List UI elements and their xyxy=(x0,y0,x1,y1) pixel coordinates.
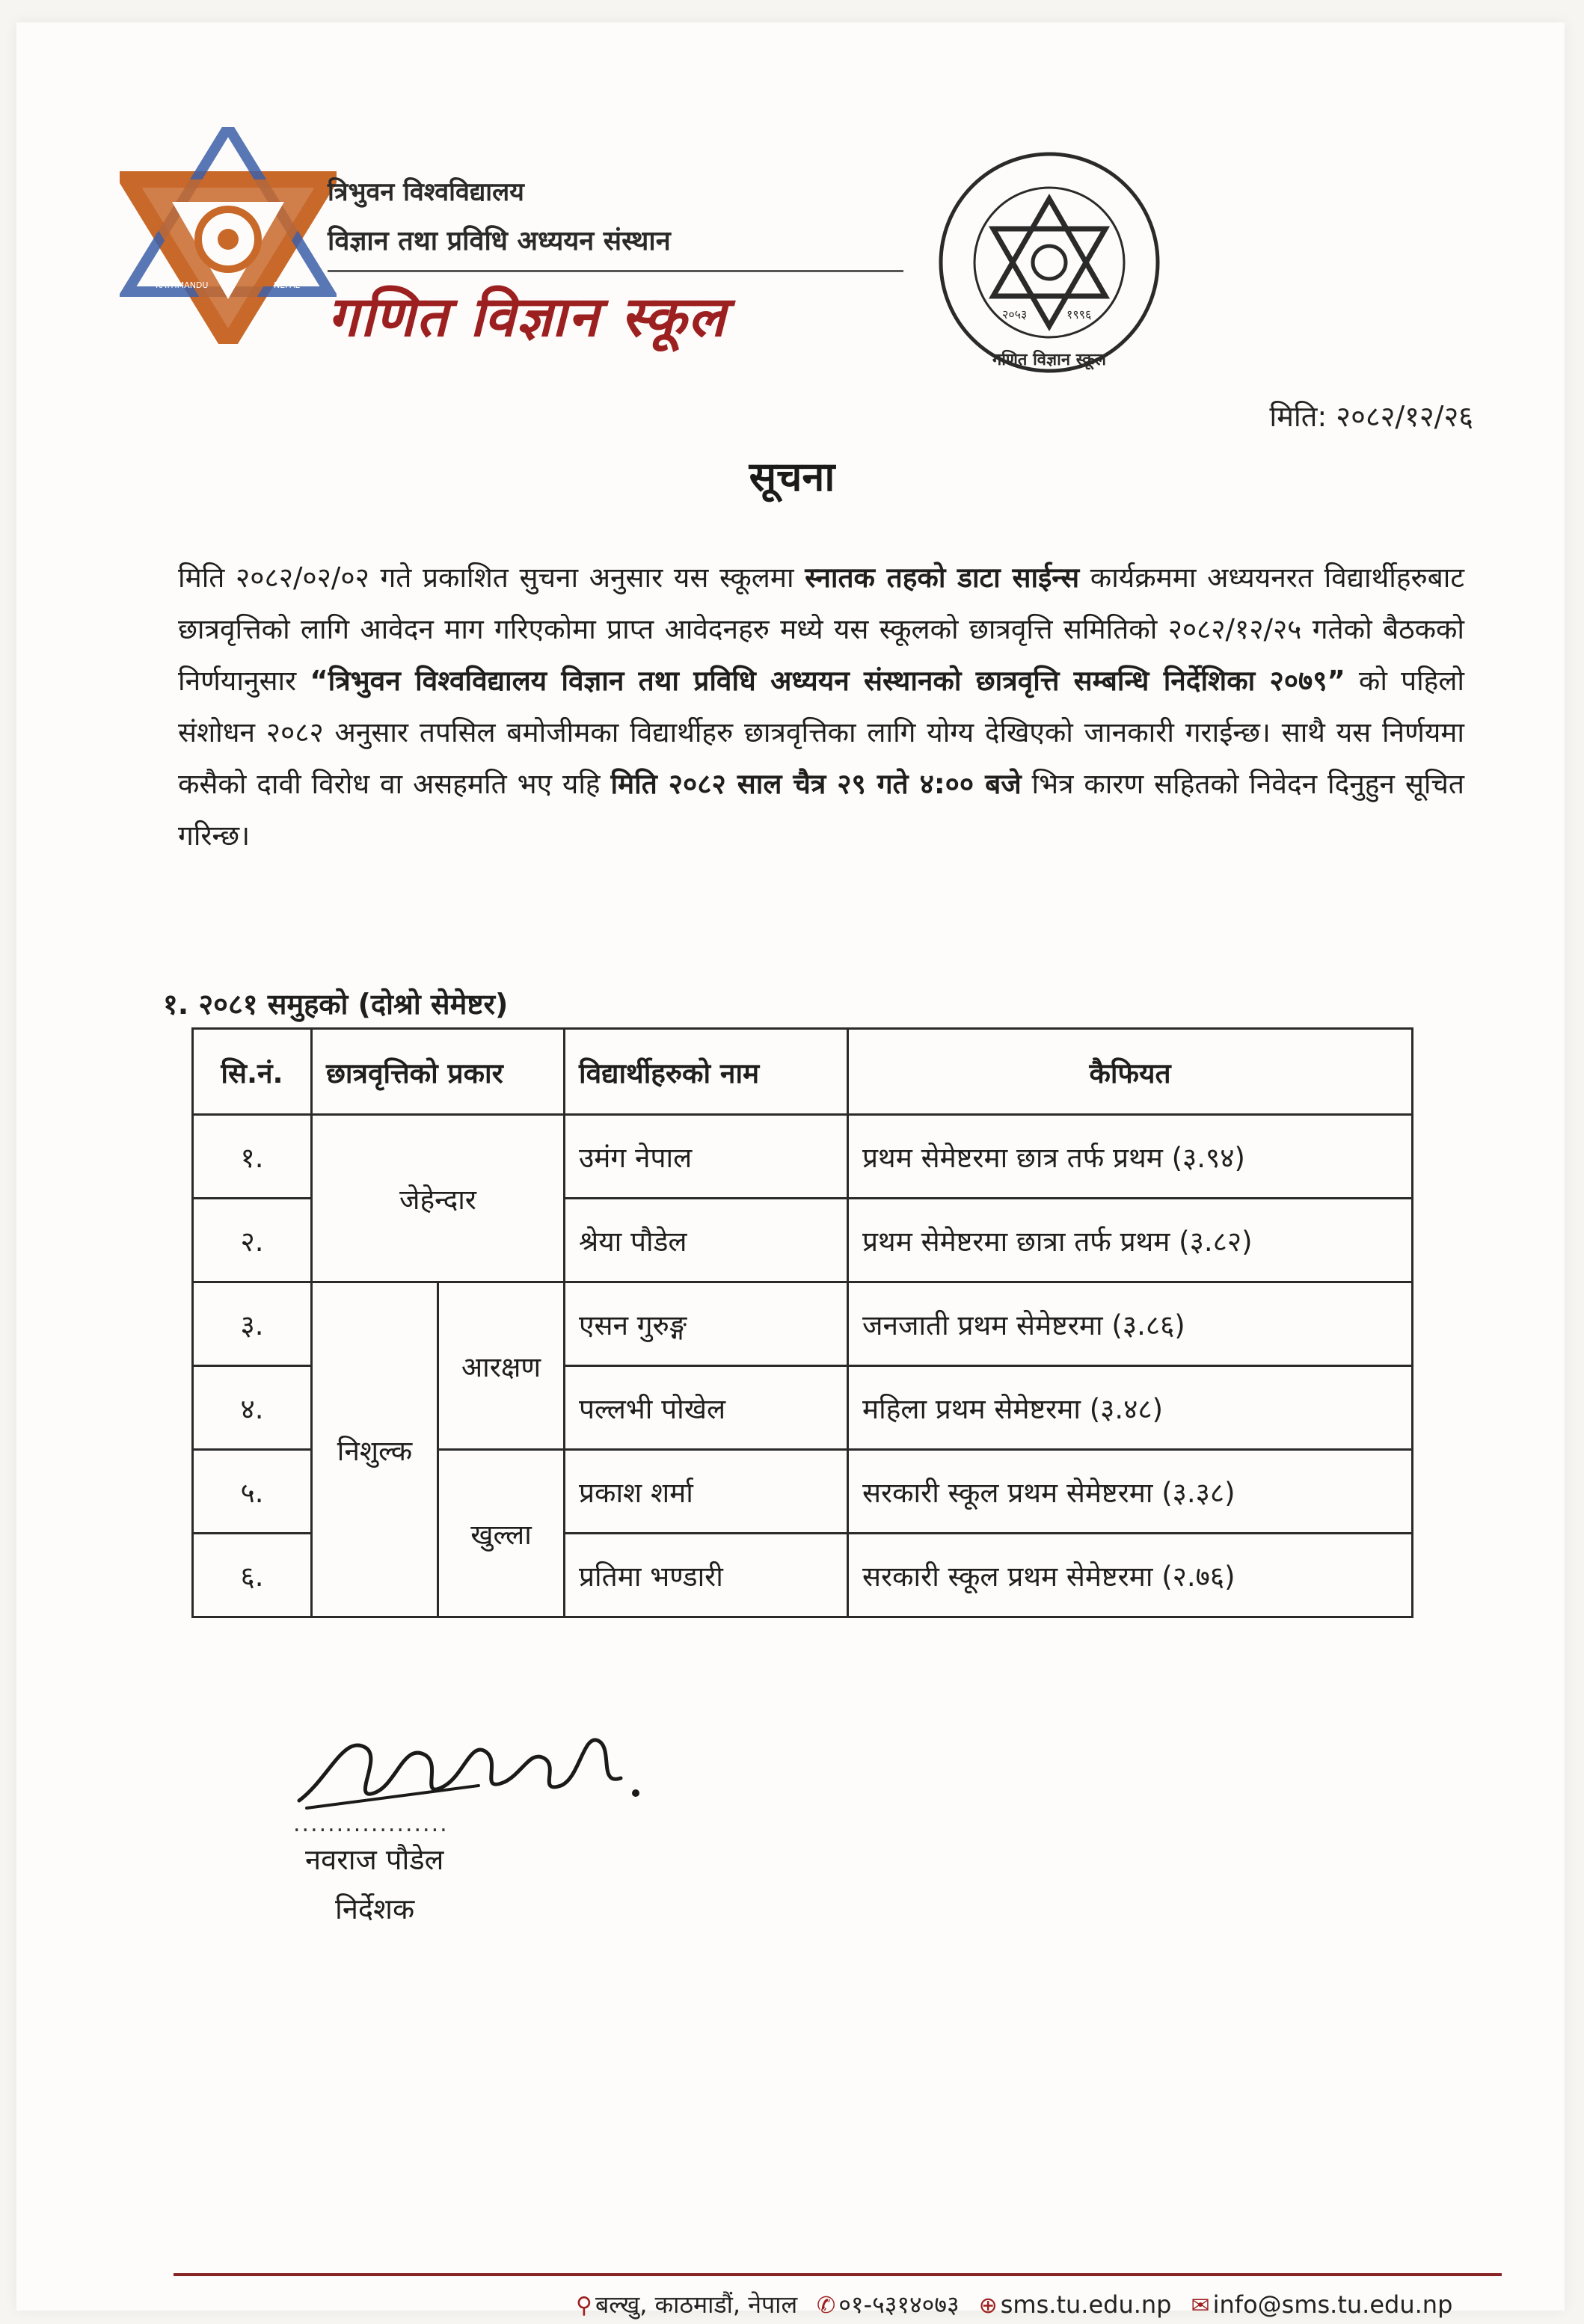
letterhead xyxy=(328,173,911,352)
logo-text-left: KATHMANDU xyxy=(156,280,209,290)
row-name: प्रतिमा भण्डारी xyxy=(565,1534,848,1617)
phone-icon: ✆ xyxy=(817,2293,836,2319)
row-remarks: महिला प्रथम सेमेष्टरमा (३.४८) xyxy=(848,1366,1413,1450)
body-bold-3: मिति २०८२ साल चैत्र २९ गते ४:०० बजे xyxy=(610,768,1022,800)
table-row xyxy=(193,1282,1413,1366)
website-text[interactable]: sms.tu.edu.np xyxy=(1000,2290,1172,2319)
row-sn: ५. xyxy=(193,1450,312,1534)
footer-rule xyxy=(174,2273,1502,2276)
row-sn: २. xyxy=(193,1199,312,1282)
subgroup-khulla: खुल्ला xyxy=(438,1450,565,1617)
row-remarks: सरकारी स्कूल प्रथम सेमेष्टरमा (३.३८) xyxy=(848,1450,1413,1534)
seal-label: गणित विज्ञान स्कूल xyxy=(992,351,1107,369)
signatory-role: निर्देशक xyxy=(335,1893,415,1925)
seal-year-left: २०५३ xyxy=(1002,307,1028,322)
body-bold-2: “त्रिभुवन विश्वविद्यालय विज्ञान तथा प्रविधि अध्ययन संस्थानको छात्रवृत्ति सम्बन्धि निर्देशिका २०७९” xyxy=(310,665,1345,697)
row-name: उमंग नेपाल xyxy=(565,1115,848,1199)
table-header-row xyxy=(193,1029,1413,1115)
school-seal xyxy=(933,147,1165,378)
school-name: गणित विज्ञान स्कूल xyxy=(328,285,727,349)
row-name: श्रेया पौडेल xyxy=(565,1199,848,1282)
globe-icon: ⊕ xyxy=(978,2292,998,2319)
group-nishulka: निशुल्क xyxy=(312,1282,438,1617)
row-sn: १. xyxy=(193,1115,312,1199)
body-bold-1: स्नातक तहको डाटा साईन्स xyxy=(805,562,1080,594)
row-sn: ४. xyxy=(193,1366,312,1450)
body-part-4: भित्र कारण सहितको निवेदन दिनुहुन सूचित गरिन्छ। xyxy=(178,768,1464,852)
notice-body xyxy=(178,552,1464,861)
letterhead-rule xyxy=(328,270,903,272)
header-sn: सि.नं. xyxy=(193,1029,312,1115)
footer xyxy=(576,2288,1496,2320)
footer-address xyxy=(576,2288,797,2320)
body-part-3: को पहिलो संशोधन २०८२ अनुसार तपसिल बमोजीमका विद्यार्थीहरु छात्रवृत्तिका लागि योग्य देखिएको जानकारी गराईन्छ। साथै यस निर्णयमा कसैको दावी विरोध वा असहमति भए यहि xyxy=(178,665,1465,800)
row-remarks: जनजाती प्रथम सेमेष्टरमा (३.८६) xyxy=(848,1282,1413,1366)
footer-phone xyxy=(817,2288,959,2320)
row-remarks: प्रथम सेमेष्टरमा छात्रा तर्फ प्रथम (३.८२) xyxy=(848,1199,1413,1282)
table-row xyxy=(193,1115,1413,1199)
seal-year-right: १९९६ xyxy=(1066,307,1092,322)
notice-title: सूचना xyxy=(749,453,835,500)
footer-website[interactable] xyxy=(979,2290,1172,2319)
signatory-name: नवराज पौडेल xyxy=(305,1843,444,1876)
header-name: विद्यार्थीहरुको नाम xyxy=(565,1029,848,1115)
footer-email[interactable] xyxy=(1191,2290,1452,2319)
row-name: एसन गुरुङ्ग xyxy=(565,1282,848,1366)
university-logo xyxy=(120,127,337,344)
logo-text-right: NEPAL xyxy=(274,280,300,290)
signature-line: .................. xyxy=(293,1811,449,1837)
location-pin-icon: ⚲ xyxy=(576,2293,592,2319)
row-sn: ३. xyxy=(193,1282,312,1366)
subgroup-aarakshan: आरक्षण xyxy=(438,1282,565,1450)
header-remarks: कैफियत xyxy=(848,1029,1413,1115)
body-part-1: मिति २०८२/०२/०२ गते प्रकाशित सुचना अनुसार यस स्कूलमा xyxy=(178,562,805,594)
section-heading: १. २०८१ समुहको (दोश्रो सेमेष्टर) xyxy=(163,988,509,1021)
scholarship-table xyxy=(191,1027,1413,1618)
group-jehendar: जेहेन्दार xyxy=(312,1115,565,1282)
signature-mark xyxy=(284,1688,673,1830)
body-part-2: कार्यक्रममा अध्ययनरत विद्यार्थीहरुबाट छात्रवृत्तिको लागि आवेदन माग गरिएकोमा प्राप्त आवेदनहरु मध्ये यस स्कूलको छात्रवृत्ति समितिको २०८२/१२/२५ गतेको बैठकको निर्णयानुसार xyxy=(178,562,1464,697)
row-name: पल्लभी पोखेल xyxy=(565,1366,848,1450)
address-text: बल्खु, काठमाडौं, नेपाल xyxy=(595,2290,798,2319)
row-remarks: प्रथम सेमेष्टरमा छात्र तर्फ प्रथम (३.९४) xyxy=(848,1115,1413,1199)
mail-icon: ✉ xyxy=(1191,2292,1210,2319)
email-text[interactable]: info@sms.tu.edu.np xyxy=(1212,2290,1453,2319)
header-type: छात्रवृत्तिको प्रकार xyxy=(312,1029,565,1115)
notice-date: मिति: २०८२/१२/२६ xyxy=(1269,400,1473,433)
row-name: प्रकाश शर्मा xyxy=(565,1450,848,1534)
row-sn: ६. xyxy=(193,1534,312,1617)
row-remarks: सरकारी स्कूल प्रथम सेमेष्टरमा (२.७६) xyxy=(848,1534,1413,1617)
university-name: त्रिभुवन विश्वविद्यालय xyxy=(328,177,524,207)
institute-name: विज्ञान तथा प्रविधि अध्ययन संस्थान xyxy=(328,226,671,256)
phone-text: ०१-५३१४०७३ xyxy=(838,2290,960,2319)
